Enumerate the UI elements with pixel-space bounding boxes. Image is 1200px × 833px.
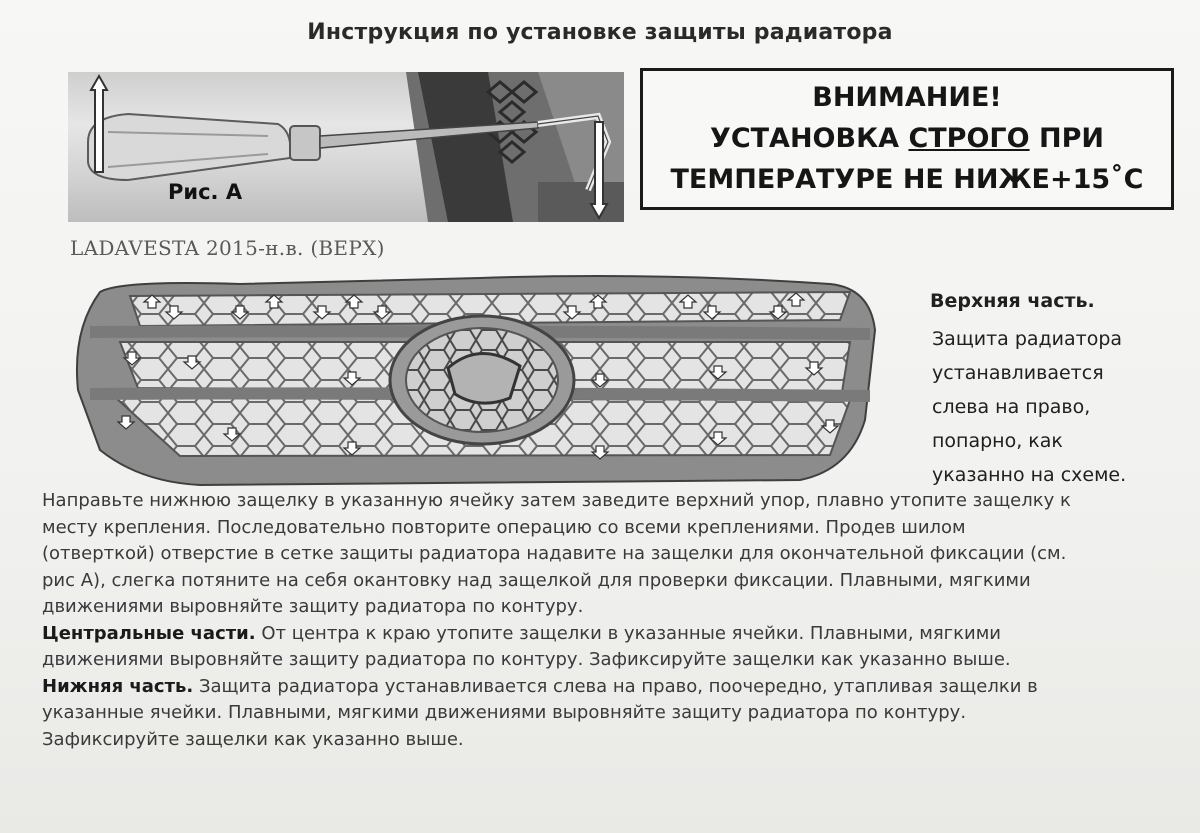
model-caption: LADAVESTA 2015-н.в. (ВЕРХ) [70,236,385,260]
warning-box [640,68,1174,210]
central-parts-heading: Центральные части. [42,622,256,644]
document-title: Инструкция по установке защиты радиатора [307,20,893,45]
upper-part-line: Защита радиатора [932,328,1123,350]
warning-line-2 [643,118,1171,159]
central-parts-text: От центра к краю утопите защелки в указанные ячейки. Плавными, мягкими [255,622,1001,644]
central-parts-line [42,621,1162,648]
upper-part-note [930,284,1170,492]
body-line: рис А), слегка потяните на себя окантовку над защелкой для проверки фиксации. Плавными, мягкими [42,569,1031,591]
figure-a-label: Рис. А [168,180,243,204]
upper-part-heading: Верхняя часть. [930,290,1095,312]
lower-part-line [42,674,1162,701]
lower-part-text: Защита радиатора устанавливается слева на право, поочередно, утапливая защелки в [193,675,1038,697]
body-line: движениями выровняйте защиту радиатора по контуру. [42,596,584,617]
lower-part-heading: Нижняя часть. [42,675,194,697]
warning-line-2-prefix: УСТАНОВКА [710,123,909,154]
warning-line-2-suffix: ПРИ [1029,123,1104,154]
body-line: (отверткой) отверстие в сетке защиты радиатора надавите на защелки для окончательной фиксации (см. [42,543,1067,564]
body-line: Направьте нижнюю защелку в указанную ячейку затем заведите верхний упор, плавно утопите защелку к [42,490,1071,511]
body-line: месту крепления. Последовательно повторите операцию со всеми креплениями. Продев шилом [42,516,966,538]
body-line: движениями выровняйте защиту радиатора по контуру. Зафиксируйте защелки как указанно выше. [42,649,1011,670]
figure-a-photo [68,72,624,222]
upper-part-line: указанно на схеме. [932,464,1127,486]
body-line: указанные ячейки. Плавными, мягкими движениями выровняйте защиту радиатора по контуру. [42,702,967,723]
warning-line-1: ВНИМАНИЕ! [812,82,1002,113]
upper-part-line: устанавливается [932,362,1104,384]
warning-strict-word: СТРОГО [908,123,1030,154]
body-line: Зафиксируйте защелки как указанно выше. [42,728,464,750]
upper-part-line: попарно, как [932,430,1063,452]
upper-part-line: слева на право, [932,396,1091,418]
instruction-body [42,488,1162,753]
grille-diagram [60,270,910,499]
warning-line-3: ТЕМПЕРАТУРЕ НЕ НИЖЕ+15˚С [670,164,1144,195]
